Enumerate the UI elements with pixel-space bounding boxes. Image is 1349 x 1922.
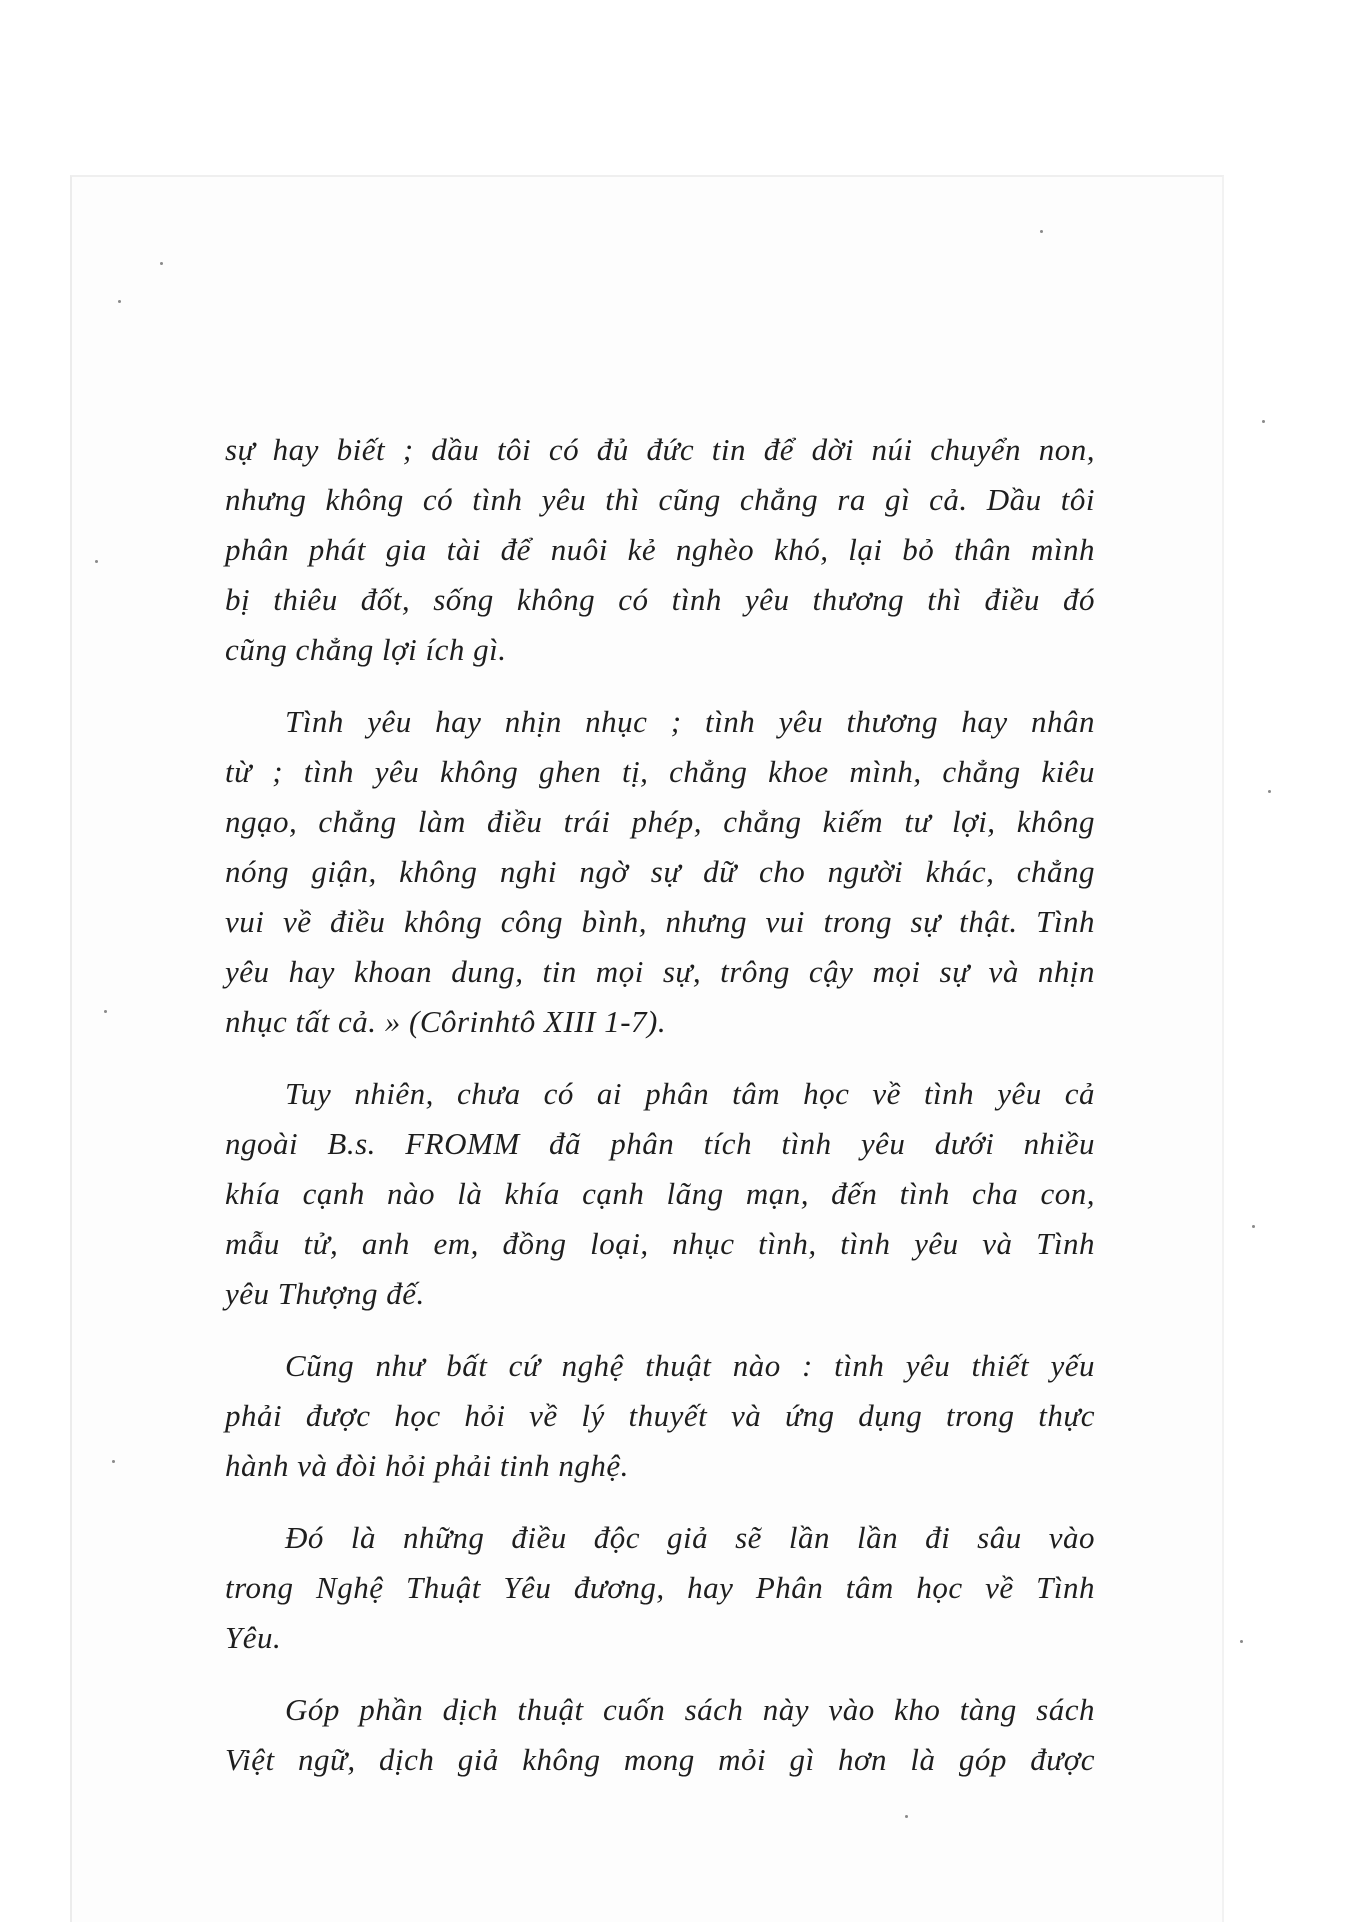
text-line: vui về điều không công bình, nhưng vui trong sự thật. Tình [225,904,1095,939]
body-text [225,425,1095,1807]
text-line: Tình yêu hay nhịn nhục ; tình yêu thương hay nhân [285,704,1095,739]
scan-speck [905,1815,908,1818]
text-line: mẫu tử, anh em, đồng loại, nhục tình, tình yêu và Tình [225,1226,1095,1261]
text-line: bị thiêu đốt, sống không có tình yêu thương thì điều đó [225,582,1095,617]
scan-speck [1252,1225,1255,1228]
text-line: Đó là những điều độc giả sẽ lần lần đi sâu vào [285,1520,1095,1555]
paragraph-3 [225,1069,1095,1319]
paragraph-1 [225,425,1095,675]
text-line: khía cạnh nào là khía cạnh lãng mạn, đến tình cha con, [225,1176,1095,1211]
scan-speck [104,1010,107,1013]
scan-speck [1268,790,1271,793]
scan-speck [1240,1640,1243,1643]
paragraph-5 [225,1513,1095,1663]
text-line: yêu hay khoan dung, tin mọi sự, trông cậy mọi sự và nhịn [225,954,1095,989]
text-line: Cũng như bất cứ nghệ thuật nào : tình yêu thiết yếu [285,1348,1095,1383]
text-line: nhục tất cả. » (Côrinhtô XIII 1-7). [225,1004,667,1039]
text-line: ngạo, chẳng làm điều trái phép, chẳng kiếm tư lợi, không [225,804,1095,839]
text-line: nhưng không có tình yêu thì cũng chẳng ra gì cả. Dầu tôi [225,482,1095,517]
text-line: từ ; tình yêu không ghen tị, chẳng khoe mình, chẳng kiêu [225,754,1095,789]
text-line: ngoài B.s. FROMM đã phân tích tình yêu dưới nhiều [225,1126,1095,1161]
paragraph-4 [225,1341,1095,1491]
text-line: Tuy nhiên, chưa có ai phân tâm học về tình yêu cả [285,1076,1095,1111]
text-line: Góp phần dịch thuật cuốn sách này vào kho tàng sách [285,1692,1095,1727]
scan-speck [112,1460,115,1463]
scan-speck [95,560,98,563]
paragraph-6 [225,1685,1095,1785]
scan-speck [118,300,121,303]
text-line: hành và đòi hỏi phải tinh nghệ. [225,1448,629,1483]
scan-speck [160,262,163,265]
text-line: sự hay biết ; dầu tôi có đủ đức tin để dời núi chuyển non, [225,432,1095,467]
text-line: Việt ngữ, dịch giả không mong mỏi gì hơn là góp được [225,1742,1095,1777]
text-line: phân phát gia tài để nuôi kẻ nghèo khó, lại bỏ thân mình [225,532,1095,567]
text-line: phải được học hỏi về lý thuyết và ứng dụng trong thực [225,1398,1095,1433]
scan-speck [1262,420,1265,423]
scan-speck [1040,230,1043,233]
text-line: nóng giận, không nghi ngờ sự dữ cho người khác, chẳng [225,854,1095,889]
text-line: yêu Thượng đế. [225,1276,425,1311]
text-line: cũng chẳng lợi ích gì. [225,632,507,667]
text-line: trong Nghệ Thuật Yêu đương, hay Phân tâm học về Tình [225,1570,1095,1605]
paragraph-2 [225,697,1095,1047]
text-line: Yêu. [225,1620,282,1655]
